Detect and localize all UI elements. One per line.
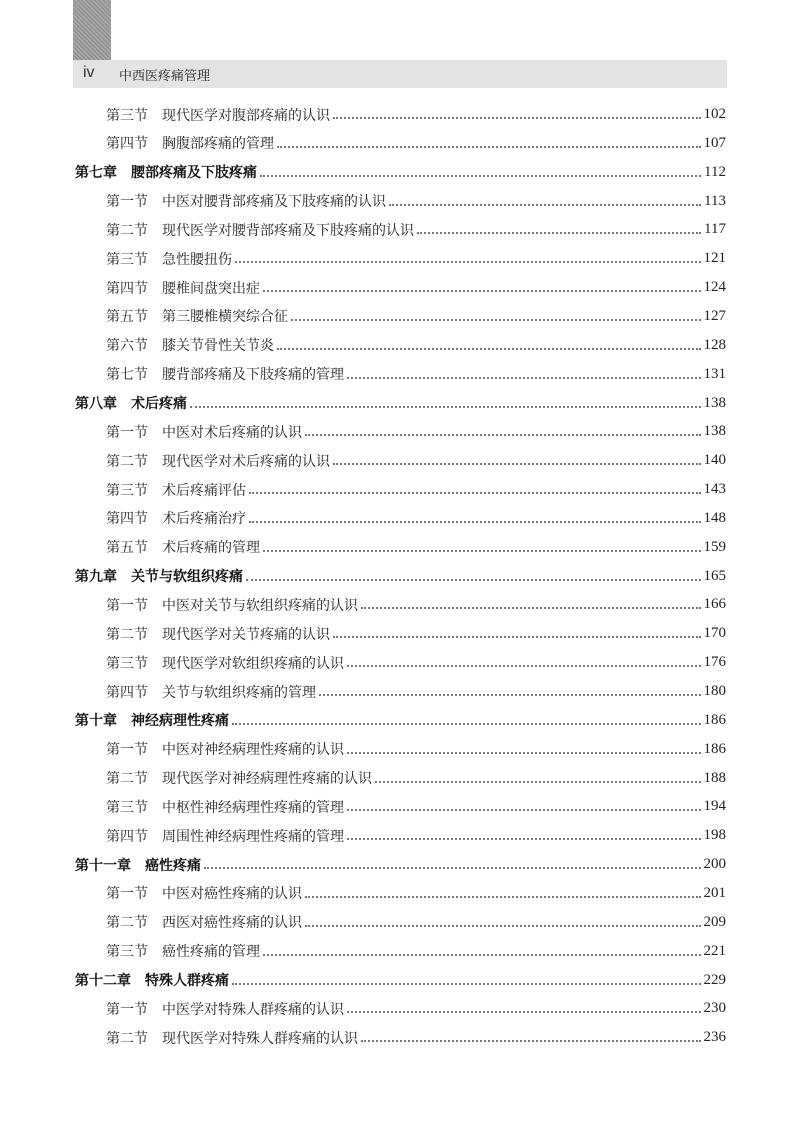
entry-label: 第四节 <box>106 136 148 153</box>
entry-page-number: 194 <box>703 798 726 815</box>
toc-section-entry[interactable] <box>106 619 726 648</box>
entry-title: 术后疼痛 <box>131 396 187 412</box>
entry-page-number: 121 <box>703 250 726 267</box>
dot-leader <box>232 982 701 985</box>
page-number: iv <box>83 64 95 81</box>
toc-section-entry[interactable] <box>106 331 726 360</box>
entry-title: 关节与软组织疼痛 <box>131 569 243 586</box>
entry-title: 腰椎间盘突出症 <box>162 280 260 297</box>
entry-page-number: 112 <box>704 163 726 180</box>
entry-page-number: 209 <box>703 913 726 930</box>
entry-title: 中医对关节与软组织疼痛的认识 <box>162 597 358 614</box>
dot-leader <box>246 578 701 581</box>
entry-title: 西医对癌性疼痛的认识 <box>162 915 302 932</box>
toc-section-entry[interactable] <box>106 590 726 619</box>
dot-leader <box>389 203 701 206</box>
toc-section-entry[interactable] <box>106 417 726 446</box>
entry-page-number: 117 <box>704 221 726 238</box>
entry-label: 第五节 <box>106 309 148 326</box>
book-title: 中西医疼痛管理 <box>119 69 211 84</box>
entry-title: 腰背部疼痛及下肢疼痛的管理 <box>162 367 344 384</box>
toc-section-entry[interactable] <box>106 187 726 216</box>
dot-leader <box>347 1010 701 1013</box>
dot-leader <box>361 606 701 609</box>
entry-label: 第三节 <box>106 799 148 816</box>
dot-leader <box>263 289 701 292</box>
toc-section-entry[interactable] <box>106 446 726 475</box>
toc-section-entry[interactable] <box>106 215 726 244</box>
entry-page-number: 138 <box>703 394 726 411</box>
toc-section-entry[interactable] <box>106 937 726 966</box>
toc-section-entry[interactable] <box>106 908 726 937</box>
dot-leader <box>260 174 701 177</box>
entry-label: 第三节 <box>106 251 148 268</box>
dot-leader <box>277 347 701 350</box>
entry-title: 膝关节骨性关节炎 <box>162 338 274 355</box>
toc-section-entry[interactable] <box>106 302 726 331</box>
dot-leader <box>417 231 701 234</box>
entry-label: 第三节 <box>106 107 148 124</box>
toc-section-entry[interactable] <box>106 504 726 533</box>
entry-page-number: 165 <box>703 567 726 584</box>
entry-title: 中医对神经病理性疼痛的认识 <box>162 742 344 759</box>
toc-chapter-entry[interactable] <box>75 562 726 591</box>
dot-leader <box>249 491 701 494</box>
entry-page-number: 127 <box>703 307 726 324</box>
entry-page-number: 159 <box>703 538 726 555</box>
entry-page-number: 230 <box>703 1000 726 1017</box>
dot-leader <box>333 116 701 119</box>
entry-page-number: 138 <box>703 423 726 440</box>
entry-title: 胸腹部疼痛的管理 <box>162 136 274 153</box>
dot-leader <box>263 953 701 956</box>
dot-leader <box>347 751 701 754</box>
dot-leader <box>333 462 701 465</box>
entry-label: 第二节 <box>106 915 148 932</box>
toc-section-entry[interactable] <box>106 129 726 158</box>
running-header <box>73 60 727 88</box>
entry-title: 中医对腰背部疼痛及下肢疼痛的认识 <box>162 194 386 211</box>
entry-page-number: 107 <box>703 134 726 151</box>
dot-leader <box>333 635 701 638</box>
entry-label: 第三节 <box>106 655 148 672</box>
entry-label: 第二节 <box>106 626 148 643</box>
dot-leader <box>291 318 701 321</box>
toc-chapter-entry[interactable] <box>75 389 726 418</box>
entry-title: 急性腰扭伤 <box>162 251 232 268</box>
entry-title: 中医对癌性疼痛的认识 <box>162 886 302 903</box>
entry-label: 第九章 <box>75 569 117 586</box>
toc-section-entry[interactable] <box>106 1023 726 1052</box>
toc-section-entry[interactable] <box>106 764 726 793</box>
entry-page-number: 124 <box>703 279 726 296</box>
page-corner-tab <box>73 0 111 60</box>
entry-title: 腰部疼痛及下肢疼痛 <box>131 165 257 182</box>
entry-title: 周围性神经病理性疼痛的管理 <box>162 828 344 845</box>
entry-page-number: 229 <box>703 971 726 988</box>
toc-section-entry[interactable] <box>106 735 726 764</box>
entry-title: 术后疼痛的管理 <box>162 540 260 557</box>
dot-leader <box>375 780 701 783</box>
entry-label: 第一节 <box>106 1001 148 1018</box>
entry-page-number: 201 <box>703 884 726 901</box>
entry-title: 关节与软组织疼痛的管理 <box>162 684 316 701</box>
toc-section-entry[interactable] <box>106 648 726 677</box>
dot-leader <box>204 866 701 869</box>
dot-leader <box>190 405 701 408</box>
entry-label: 第四节 <box>106 684 148 701</box>
toc-section-entry[interactable] <box>106 475 726 504</box>
entry-page-number: 102 <box>703 106 726 122</box>
dot-leader <box>347 808 701 811</box>
entry-label: 第一节 <box>106 194 148 211</box>
entry-label: 第三节 <box>106 482 148 499</box>
entry-label: 第二节 <box>106 453 148 470</box>
toc-section-entry[interactable] <box>106 100 726 129</box>
entry-page-number: 148 <box>703 509 726 526</box>
entry-title: 神经病理性疼痛 <box>131 713 229 730</box>
entry-title: 癌性疼痛的管理 <box>162 944 260 961</box>
dot-leader <box>277 145 701 148</box>
entry-label: 第一节 <box>106 886 148 903</box>
toc-section-entry[interactable] <box>106 244 726 273</box>
dot-leader <box>305 433 701 436</box>
entry-title: 第三腰椎横突综合征 <box>162 309 288 326</box>
entry-page-number: 166 <box>703 596 726 613</box>
entry-label: 第一节 <box>106 597 148 614</box>
toc-section-entry[interactable] <box>106 360 726 389</box>
toc-chapter-entry[interactable] <box>75 966 726 995</box>
dot-leader <box>319 693 701 696</box>
entry-page-number: 188 <box>703 769 726 786</box>
toc-section-entry[interactable] <box>106 792 726 821</box>
entry-page-number: 180 <box>703 683 726 699</box>
entry-title: 现代医学对神经病理性疼痛的认识 <box>162 771 372 788</box>
entry-title: 术后疼痛治疗 <box>162 511 246 528</box>
dot-leader <box>249 520 701 523</box>
entry-page-number: 198 <box>703 827 726 844</box>
entry-page-number: 170 <box>703 625 726 642</box>
entry-label: 第十二章 <box>75 973 131 989</box>
entry-page-number: 143 <box>703 481 726 498</box>
entry-label: 第三节 <box>106 944 148 961</box>
dot-leader <box>347 376 701 379</box>
toc-section-entry[interactable] <box>106 533 726 562</box>
entry-page-number: 200 <box>703 856 726 873</box>
entry-label: 第七章 <box>75 165 117 182</box>
entry-label: 第二节 <box>106 222 148 239</box>
entry-label: 第二节 <box>106 1030 148 1047</box>
entry-label: 第十一章 <box>75 857 131 874</box>
entry-title: 现代医学对软组织疼痛的认识 <box>162 655 344 672</box>
entry-page-number: 236 <box>703 1029 726 1046</box>
entry-label: 第四节 <box>106 280 148 297</box>
entry-label: 第十章 <box>75 713 117 730</box>
entry-page-number: 131 <box>703 365 726 382</box>
entry-label: 第五节 <box>106 540 148 557</box>
dot-leader <box>347 664 701 667</box>
entry-page-number: 221 <box>703 942 726 959</box>
toc-section-entry[interactable] <box>106 821 726 850</box>
entry-title: 现代医学对腹部疼痛的认识 <box>162 107 330 124</box>
entry-page-number: 140 <box>703 452 726 469</box>
entry-page-number: 128 <box>703 336 726 353</box>
toc-section-entry[interactable] <box>106 273 726 302</box>
toc-section-entry[interactable] <box>106 677 726 706</box>
entry-title: 现代医学对腰背部疼痛及下肢疼痛的认识 <box>162 222 414 239</box>
entry-page-number: 176 <box>703 654 726 671</box>
entry-title: 现代医学对术后疼痛的认识 <box>162 453 330 470</box>
entry-label: 第二节 <box>106 771 148 788</box>
toc-section-entry[interactable] <box>106 879 726 908</box>
entry-title: 中枢性神经病理性疼痛的管理 <box>162 799 344 816</box>
entry-label: 第四节 <box>106 828 148 845</box>
dot-leader <box>305 895 701 898</box>
toc-chapter-entry[interactable] <box>75 706 726 735</box>
toc-section-entry[interactable] <box>106 994 726 1023</box>
dot-leader <box>347 837 701 840</box>
entry-page-number: 113 <box>704 192 726 209</box>
entry-title: 现代医学对特殊人群疼痛的认识 <box>162 1030 358 1047</box>
entry-label: 第六节 <box>106 338 148 355</box>
entry-page-number: 186 <box>703 740 726 757</box>
entry-title: 特殊人群疼痛 <box>145 973 229 989</box>
entry-label: 第七节 <box>106 367 148 384</box>
toc-chapter-entry[interactable] <box>75 158 726 187</box>
dot-leader <box>305 924 701 927</box>
entry-label: 第一节 <box>106 742 148 759</box>
entry-title: 癌性疼痛 <box>145 857 201 874</box>
entry-title: 中医学对特殊人群疼痛的认识 <box>162 1001 344 1018</box>
entry-label: 第八章 <box>75 396 117 412</box>
entry-title: 术后疼痛评估 <box>162 482 246 499</box>
entry-title: 现代医学对关节疼痛的认识 <box>162 626 330 643</box>
dot-leader <box>361 1039 701 1042</box>
entry-title: 中医对术后疼痛的认识 <box>162 424 302 441</box>
entry-label: 第一节 <box>106 424 148 441</box>
toc-chapter-entry[interactable] <box>75 850 726 879</box>
dot-leader <box>263 549 701 552</box>
entry-label: 第四节 <box>106 511 148 528</box>
dot-leader <box>235 260 701 263</box>
dot-leader <box>232 722 701 725</box>
entry-page-number: 186 <box>703 711 726 728</box>
